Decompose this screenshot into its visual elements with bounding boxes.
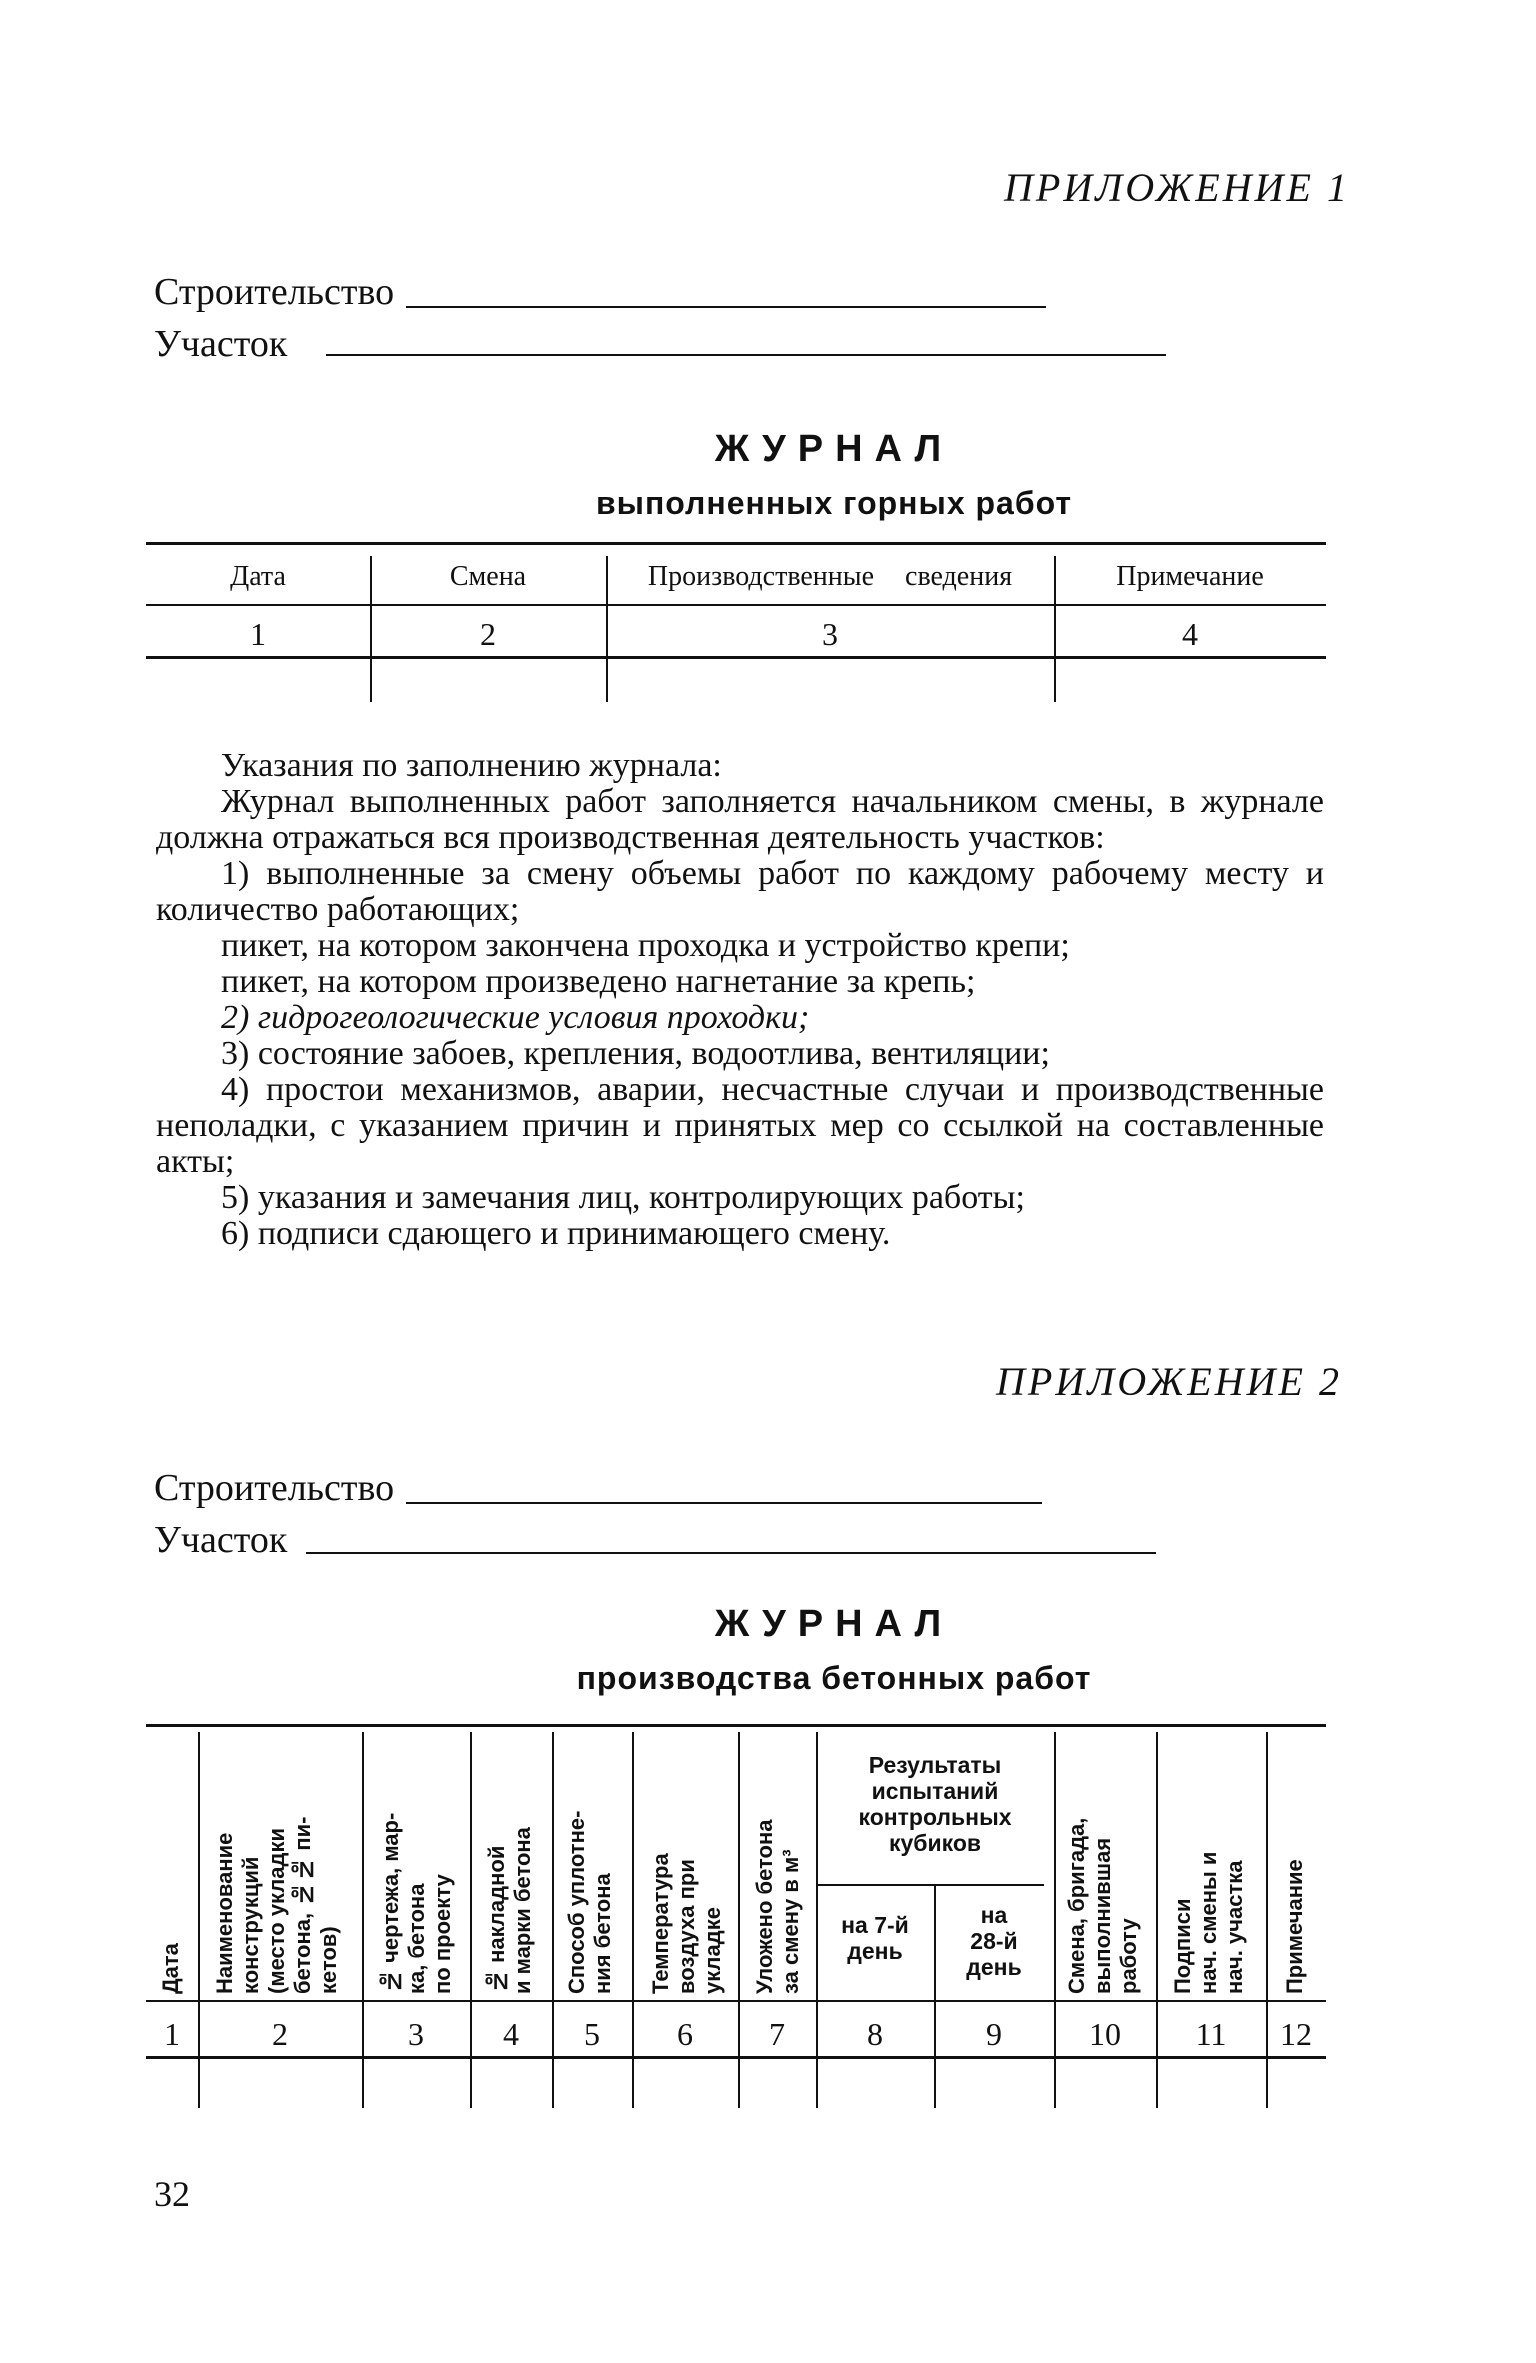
appendix-2-label: ПРИЛОЖЕНИЕ 2 <box>996 1359 1342 1404</box>
column-number: 6 <box>677 2016 693 2052</box>
column-number: 2 <box>480 616 496 652</box>
results-subheader-border <box>816 1884 1044 1886</box>
column-number: 7 <box>769 2016 785 2052</box>
instruction-item: 4) простои механизмов, аварии, несчастные случаи и производственные неполадки, с указанием причин и принятых мер со ссылкой на составленные акты; <box>156 1071 1324 1180</box>
header-concrete-volume: Уложено бетона за смену в м³ <box>752 1819 803 1994</box>
column-number: 3 <box>822 616 838 652</box>
construction-label: Строительство <box>154 1467 395 1509</box>
table-header-border <box>146 604 1326 606</box>
header-test-results: Результаты испытаний контрольных кубиков <box>858 1752 1012 1856</box>
column-number: 4 <box>503 2016 519 2052</box>
instruction-item: 5) указания и замечания лиц, контролирующих работы; <box>221 1179 1025 1216</box>
journal-subtitle: производства бетонных работ <box>576 1660 1092 1696</box>
instructions-intro: Журнал выполненных работ заполняется начальником смены, в журнале должна отражаться вся производственная деятельность участков: <box>156 783 1324 856</box>
header-note: Примечание <box>1116 561 1264 592</box>
column-number: 9 <box>986 2016 1002 2052</box>
column-number: 11 <box>1195 2016 1227 2052</box>
header-date: Дата <box>230 561 286 592</box>
header-day-7: на 7-й день <box>841 1912 909 1964</box>
header-date: Дата <box>158 1943 183 1994</box>
page-number: 32 <box>154 2174 190 2214</box>
instruction-item: 1) выполненные за смену объемы работ по каждому рабочему месту и количество работающих; <box>156 855 1324 928</box>
table-top-border <box>146 1724 1326 1727</box>
header-shift: Смена <box>449 561 527 592</box>
fill-instructions <box>156 748 1324 1252</box>
header-structure-name: Наименование конструкций (место укладки бетона, №№ пи- кетов) <box>212 1816 341 1994</box>
section-label: Участок <box>154 323 288 365</box>
journal-title: ЖУРНАЛ <box>714 428 954 470</box>
construction-field[interactable] <box>406 1502 1042 1504</box>
journal-title: ЖУРНАЛ <box>714 1603 954 1645</box>
header-shift-brigade: Смена, бригада, выполнившая работу <box>1064 1817 1141 1994</box>
header-air-temperature: Температура воздуха при укладке <box>648 1853 725 1994</box>
journal-subtitle: выполненных горных работ <box>595 485 1073 521</box>
table-top-border <box>146 542 1326 545</box>
header-waybill-number: № накладной и марки бетона <box>484 1827 535 1994</box>
column-number: 5 <box>584 2016 600 2052</box>
construction-label: Строительство <box>154 271 395 313</box>
instruction-item: 3) состояние забоев, крепления, водоотлива, вентиляции; <box>221 1035 1050 1072</box>
header-signatures: Подписи нач. смены и нач. участка <box>1170 1851 1247 1994</box>
header-day-28: на 28-й день <box>966 1902 1022 1980</box>
column-number: 10 <box>1089 2016 1121 2052</box>
column-number: 8 <box>867 2016 883 2052</box>
column-number: 3 <box>408 2016 424 2052</box>
section-label: Участок <box>154 1519 288 1561</box>
column-number: 1 <box>164 2016 180 2052</box>
section-field[interactable] <box>326 354 1166 356</box>
column-number: 4 <box>1182 616 1198 652</box>
table-number-border <box>146 2056 1326 2059</box>
header-production-info: Производственные сведения <box>647 561 1013 592</box>
instruction-item: 2) гидрогеологические условия проходки; <box>221 999 810 1036</box>
instruction-item: пикет, на котором закончена проходка и устройство крепи; <box>221 927 1070 964</box>
column-number: 2 <box>272 2016 288 2052</box>
section-field[interactable] <box>306 1552 1156 1554</box>
appendix-1-label: ПРИЛОЖЕНИЕ 1 <box>1004 165 1350 210</box>
instruction-item: 6) подписи сдающего и принимающего смену. <box>221 1215 891 1252</box>
header-compaction-method: Способ уплотне- ния бетона <box>564 1810 615 1994</box>
construction-field[interactable] <box>406 306 1046 308</box>
instruction-item: пикет, на котором произведено нагнетание за крепь; <box>221 963 976 1000</box>
header-drawing-number: № чертежа, мар- ка, бетона по проекту <box>378 1812 455 1994</box>
table-header-border <box>146 2000 1326 2002</box>
header-note: Примечание <box>1282 1859 1307 1994</box>
instructions-heading: Указания по заполнению журнала: <box>221 747 722 784</box>
column-number: 12 <box>1280 2016 1312 2052</box>
table-number-border <box>146 656 1326 659</box>
column-number: 1 <box>250 616 266 652</box>
